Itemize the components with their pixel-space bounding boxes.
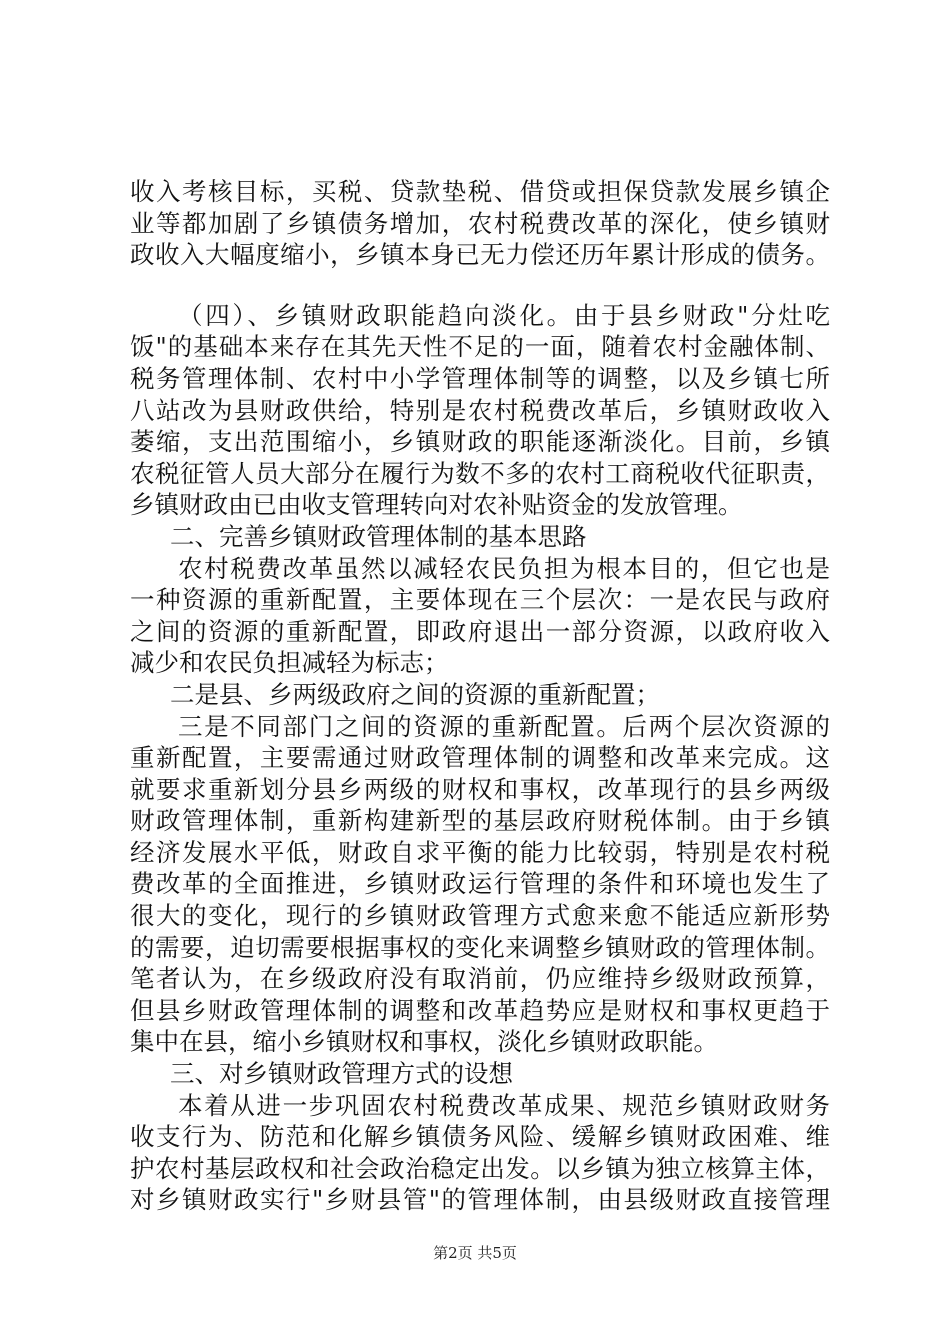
text-line: 乡镇财政由已由收支管理转向对农补贴资金的发放管理。 [130, 490, 743, 520]
paragraph-second-level [130, 679, 830, 711]
paragraph-section-four [130, 300, 830, 521]
paragraph-third-level [130, 711, 830, 1059]
paragraph-gap [130, 271, 830, 300]
text-line: 对乡镇财政实行"乡财县管"的管理体制，由县级财政直接管理 [130, 1185, 830, 1215]
text-line: 本着从进一步巩固农村税费改革成果、规范乡镇财政财务 [178, 1090, 830, 1120]
text-line: （四）、乡镇财政职能趋向淡化。由于县乡财政"分灶吃 [178, 300, 830, 330]
text-line: 萎缩，支出范围缩小，乡镇财政的职能逐渐淡化。目前，乡镇 [130, 427, 830, 457]
text-line: 收支行为、防范和化解乡镇债务风险、缓解乡镇财政困难、维 [130, 1122, 830, 1152]
text-line: 收入考核目标，买税、贷款垫税、借贷或担保贷款发展乡镇企 [130, 177, 830, 206]
text-line: 很大的变化，现行的乡镇财政管理方式愈来愈不能适应新形势 [130, 901, 830, 931]
text-line: 费改革的全面推进，乡镇财政运行管理的条件和环境也发生了 [130, 869, 830, 899]
text-line: 一种资源的重新配置，主要体现在三个层次：一是农民与政府 [130, 585, 830, 615]
text-line: 税务管理体制、农村中小学管理体制等的调整，以及乡镇七所 [130, 363, 830, 393]
paragraph-debt-continuation [130, 176, 830, 271]
page-number-footer: 第2页 共5页 [433, 1244, 517, 1262]
text-line: 之间的资源的重新配置，即政府退出一部分资源，以政府收入 [130, 616, 830, 646]
text-line: 三是不同部门之间的资源的重新配置。后两个层次资源的 [178, 711, 830, 741]
text-line: 的需要，迫切需要根据事权的变化来调整乡镇财政的管理体制。 [130, 932, 830, 962]
document-body [130, 176, 830, 1216]
section-heading-two [130, 521, 830, 553]
section-heading-three [130, 1058, 830, 1090]
text-line: 业等都加剧了乡镇债务增加，农村税费改革的深化，使乡镇财 [130, 208, 830, 238]
text-line: 笔者认为，在乡级政府没有取消前，仍应维持乡级财政预算， [130, 964, 830, 994]
text-line: 二是县、乡两级政府之间的资源的重新配置； [170, 679, 660, 709]
text-line: 集中在县，缩小乡镇财权和事权，淡化乡镇财政职能。 [130, 1027, 718, 1057]
text-line: 重新配置，主要需通过财政管理体制的调整和改革来完成。这 [130, 743, 830, 773]
text-line: 护农村基层政权和社会政治稳定出发。以乡镇为独立核算主体， [130, 1153, 830, 1183]
paragraph-reform-levels [130, 553, 830, 679]
heading-text: 二、完善乡镇财政管理体制的基本思路 [170, 521, 587, 551]
paragraph-management-plan [130, 1090, 830, 1216]
text-line: 财政管理体制，重新构建新型的基层政府财税体制。由于乡镇 [130, 806, 830, 836]
text-line: 减少和农民负担减轻为标志； [130, 648, 449, 678]
text-line: 饭"的基础本来存在其先天性不足的一面，随着农村金融体制、 [130, 332, 830, 362]
heading-text: 三、对乡镇财政管理方式的设想 [170, 1059, 513, 1089]
text-line: 政收入大幅度缩小，乡镇本身已无力偿还历年累计形成的债务。 [130, 240, 830, 270]
text-line: 农村税费改革虽然以减轻农民负担为根本目的，但它也是 [178, 553, 830, 583]
text-line: 农税征管人员大部分在履行为数不多的农村工商税收代征职责， [130, 458, 830, 488]
text-line: 经济发展水平低，财政自求平衡的能力比较弱，特别是农村税 [130, 837, 830, 867]
text-line: 就要求重新划分县乡两级的财权和事权，改革现行的县乡两级 [130, 774, 830, 804]
text-line: 但县乡财政管理体制的调整和改革趋势应是财权和事权更趋于 [130, 995, 830, 1025]
text-line: 八站改为县财政供给，特别是农村税费改革后，乡镇财政收入 [130, 395, 830, 425]
